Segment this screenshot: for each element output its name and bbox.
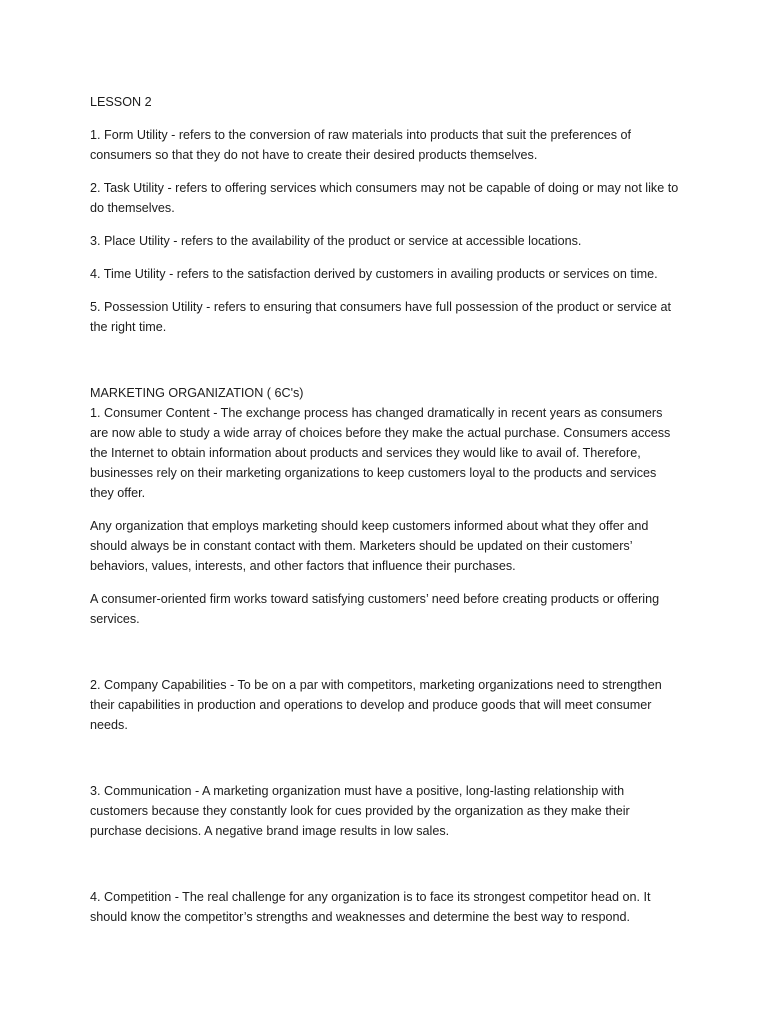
utility-item-possession: 5. Possession Utility - refers to ensuring that consumers have full possession of the product or service at the right time. bbox=[90, 300, 671, 334]
utility-item-task: 2. Task Utility - refers to offering services which consumers may not be capable of doing or may not like to do themselves. bbox=[90, 181, 679, 215]
company-capabilities-paragraph: 2. Company Capabilities - To be on a par with competitors, marketing organizations need to strengthen their capabilities in production and operations to develop and produce goods that will meet consumer needs. bbox=[90, 678, 662, 732]
lesson-title: LESSON 2 bbox=[90, 95, 152, 109]
consumer-content-paragraph-3: A consumer-oriented firm works toward satisfying customers’ need before creating products or offering services. bbox=[90, 592, 660, 626]
competition-paragraph: 4. Competition - The real challenge for any organization is to face its strongest competitor head on. It should know the competitor’s strengths and weaknesses and determine the best way to respond. bbox=[90, 890, 651, 924]
communication-paragraph: 3. Communication - A marketing organization must have a positive, long-lasting relationship with customers because they constantly look for cues provided by the organization as they make their purchase decisions. A negative brand image results in low sales. bbox=[90, 784, 630, 838]
consumer-content-paragraph: 1. Consumer Content - The exchange process has changed dramatically in recent years as consumers are now able to study a wide array of choices before they make the actual purchase. Consumers access the Internet to obtain information about products and services they would like to avail of. Therefore, businesses rely on their marketing organizations to keep customers loyal to the products and services they offer. bbox=[90, 406, 671, 500]
marketing-heading: MARKETING ORGANIZATION ( 6C's) bbox=[90, 386, 304, 400]
utility-item-time: 4. Time Utility - refers to the satisfaction derived by customers in availing products or services on time. bbox=[90, 267, 658, 281]
consumer-content-paragraph-2: Any organization that employs marketing should keep customers informed about what they offer and should always be in constant contact with them. Marketers should be updated on their customers’ behaviors, values, interests, and other factors that influence their purchases. bbox=[90, 519, 649, 573]
utility-item-place: 3. Place Utility - refers to the availability of the product or service at accessible locations. bbox=[90, 234, 582, 248]
document-page bbox=[90, 92, 680, 927]
utility-item-form: 1. Form Utility - refers to the conversion of raw materials into products that suit the preferences of consumers so that they do not have to create their desired products themselves. bbox=[90, 128, 632, 162]
